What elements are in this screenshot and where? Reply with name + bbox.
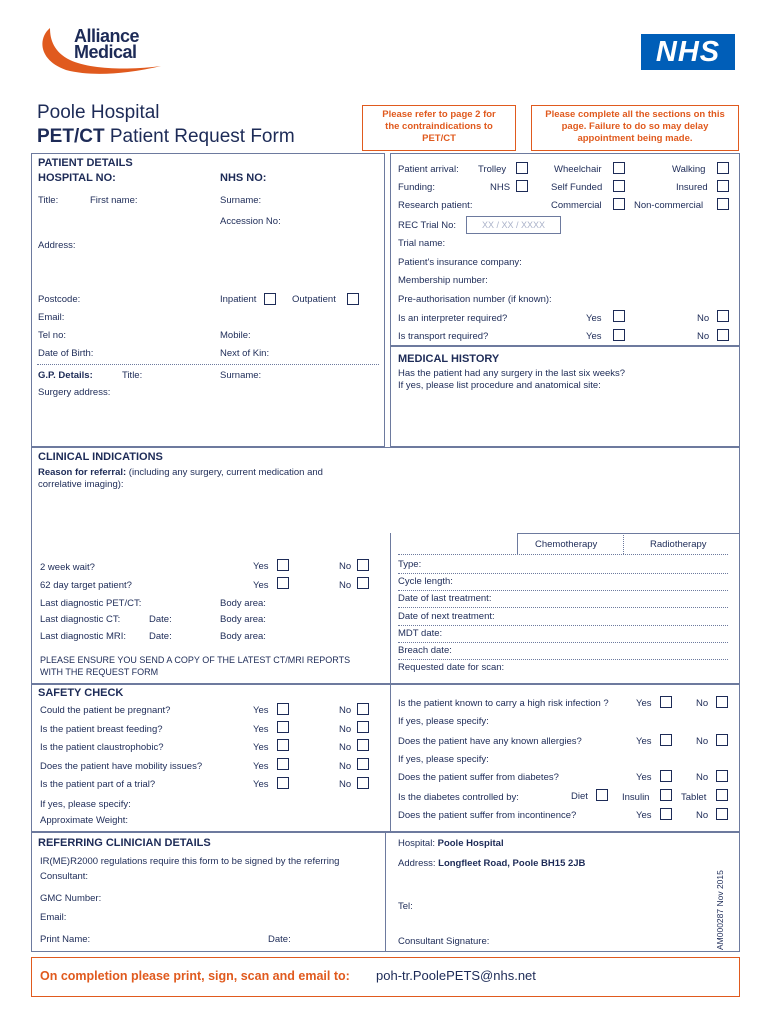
next-of-kin-label[interactable]: Next of Kin: [220, 348, 270, 359]
hospital-label-text: Hospital: [398, 838, 435, 849]
day62-label: 62 day target patient? [40, 580, 132, 591]
research-label: Research patient: [398, 200, 473, 211]
allergies-yes-label: Yes [636, 736, 652, 747]
address-label[interactable]: Address: [38, 240, 76, 251]
complete-sections-note: Please complete all the sections on this page. Failure to do so may delay appointment being made. [531, 105, 739, 151]
incontinence-yes-checkbox[interactable] [660, 808, 672, 820]
last-mri-body-label[interactable]: Body area: [220, 631, 266, 642]
trial-no-checkbox[interactable] [357, 777, 369, 789]
two-week-wait-no-label: No [339, 561, 352, 572]
therapy-line [398, 659, 728, 660]
regulations-text-line2: Consultant: [40, 871, 89, 882]
nhs-logo [641, 34, 735, 70]
reason-label[interactable] [38, 467, 323, 479]
claustrophobic-question: Is the patient claustrophobic? [40, 742, 164, 753]
gmc-number-label[interactable]: GMC Number: [40, 893, 102, 904]
infection-no-checkbox[interactable] [716, 696, 728, 708]
therapy-row-requested[interactable]: Requested date for scan: [398, 662, 505, 673]
hospital-label [398, 838, 504, 850]
therapy-row-mdt[interactable]: MDT date: [398, 628, 443, 639]
therapy-row-type[interactable]: Type: [398, 559, 422, 570]
diet-checkbox[interactable] [596, 789, 608, 801]
surname-label[interactable]: Surname: [220, 195, 262, 206]
ensure-copy-line1: PLEASE ENSURE YOU SEND A COPY OF THE LATEST CT/MRI REPORTS [40, 655, 351, 665]
hospital-title: Poole Hospital [37, 102, 160, 123]
diabetes-yes-label: Yes [636, 772, 652, 783]
referring-clinician-heading: REFERRING CLINICIAN DETAILS [38, 837, 211, 849]
trial-yes-label: Yes [253, 779, 269, 790]
allergies-no-label: No [696, 736, 709, 747]
tel-label[interactable]: Tel no: [38, 330, 66, 341]
hospital-no-label: HOSPITAL NO: [38, 172, 116, 184]
therapy-line [398, 573, 728, 574]
address-line [398, 858, 585, 870]
wheelchair-checkbox[interactable] [613, 162, 625, 174]
self-funded-label: Self Funded [551, 182, 603, 193]
wheelchair-label: Wheelchair [554, 164, 602, 175]
outpatient-label: Outpatient [292, 294, 336, 305]
therapy-line [398, 607, 728, 608]
last-pet-body-label[interactable]: Body area: [220, 598, 266, 609]
claustrophobic-yes-checkbox[interactable] [277, 739, 289, 751]
insured-checkbox[interactable] [717, 180, 729, 192]
trolley-checkbox[interactable] [516, 162, 528, 174]
diabetes-no-label: No [696, 772, 709, 783]
referrer-date-label[interactable]: Date: [268, 934, 291, 945]
surgery-question: Has the patient had any surgery in the last six weeks? [398, 368, 626, 379]
breastfeeding-no-checkbox[interactable] [357, 721, 369, 733]
radiotherapy-header: Radiotherapy [650, 539, 707, 550]
reason-label-line2: correlative imaging): [38, 479, 124, 490]
inpatient-label: Inpatient [220, 294, 257, 305]
chemotherapy-header: Chemotherapy [535, 539, 598, 550]
regulations-text-line1: IR(ME)R2000 regulations require this form to be signed by the referring [40, 856, 340, 867]
print-name-label[interactable]: Print Name: [40, 934, 91, 945]
ensure-copy-line2: WITH THE REQUEST FORM [40, 667, 159, 677]
interpreter-yes-checkbox[interactable] [613, 310, 625, 322]
interpreter-no-label: No [697, 313, 710, 324]
gp-divider [37, 364, 379, 365]
trial-yes-checkbox[interactable] [277, 777, 289, 789]
infection-no-label: No [696, 698, 709, 709]
hospital-value: Poole Hospital [437, 838, 504, 849]
diet-label: Diet [571, 791, 588, 802]
transport-no-checkbox[interactable] [717, 329, 729, 341]
rec-trial-placeholder: XX / XX / XXXX [481, 220, 546, 230]
pregnant-no-checkbox[interactable] [357, 703, 369, 715]
two-week-wait-yes-checkbox[interactable] [277, 559, 289, 571]
clinical-indications-heading: CLINICAL INDICATIONS [38, 451, 163, 463]
allergies-specify-label[interactable]: If yes, please specify: [398, 754, 489, 765]
rec-trial-input[interactable] [466, 216, 561, 234]
therapy-col-mid [623, 533, 624, 554]
two-week-wait-yes-label: Yes [253, 561, 269, 572]
mobility-yes-checkbox[interactable] [277, 758, 289, 770]
medical-history-heading: MEDICAL HISTORY [398, 353, 500, 365]
therapy-top-line [517, 533, 740, 534]
address-value: Longfleet Road, Poole BH15 2JB [438, 858, 586, 869]
patient-details-heading: PATIENT DETAILS [38, 157, 133, 169]
nhs-no-label: NHS NO: [220, 172, 267, 184]
two-week-wait-label: 2 week wait? [40, 562, 95, 573]
diabetes-question: Does the patient suffer from diabetes? [398, 772, 559, 783]
insulin-checkbox[interactable] [660, 789, 672, 801]
outpatient-checkbox[interactable] [347, 293, 359, 305]
day62-no-checkbox[interactable] [357, 577, 369, 589]
trolley-label: Trolley [478, 164, 507, 175]
trial-question: Is the patient part of a trial? [40, 779, 156, 790]
self-funded-checkbox[interactable] [613, 180, 625, 192]
pregnant-no-label: No [339, 705, 352, 716]
clinical-indications-box [31, 447, 740, 684]
therapy-line [398, 625, 728, 626]
nhs-funding-checkbox[interactable] [516, 180, 528, 192]
mobility-yes-label: Yes [253, 761, 269, 772]
dob-label[interactable]: Date of Birth: [38, 348, 94, 359]
form-title-bold: PET/CT [37, 126, 105, 147]
therapy-line [398, 642, 728, 643]
transport-yes-checkbox[interactable] [613, 329, 625, 341]
mobility-no-label: No [339, 761, 352, 772]
referrer-tel-label[interactable]: Tel: [398, 901, 413, 912]
email-label[interactable]: Email: [38, 312, 65, 323]
non-commercial-label: Non-commercial [634, 200, 704, 211]
gp-title-label[interactable]: Title: [122, 370, 143, 381]
insurance-company-label[interactable]: Patient's insurance company: [398, 257, 522, 268]
address-label-text: Address: [398, 858, 436, 869]
procedure-question[interactable]: If yes, please list procedure and anatomical site: [398, 380, 601, 391]
breastfeeding-yes-label: Yes [253, 724, 269, 735]
completion-instruction: On completion please print, sign, scan and email to: [40, 969, 350, 983]
transport-label: Is transport required? [398, 331, 489, 342]
alliance-medical-logo [36, 26, 166, 76]
day62-yes-checkbox[interactable] [277, 577, 289, 589]
walking-checkbox[interactable] [717, 162, 729, 174]
form-code: AM000287 Nov 2015 [715, 870, 725, 950]
diabetes-yes-checkbox[interactable] [660, 770, 672, 782]
interpreter-no-checkbox[interactable] [717, 310, 729, 322]
last-mri-date-label[interactable]: Date: [149, 631, 172, 642]
tablet-label: Tablet [681, 792, 707, 803]
clinical-divider [390, 533, 391, 684]
infection-yes-checkbox[interactable] [660, 696, 672, 708]
therapy-row-breach[interactable]: Breach date: [398, 645, 452, 656]
claustrophobic-no-label: No [339, 742, 352, 753]
trial-specify-label[interactable]: If yes, please specify: [40, 799, 131, 810]
insured-label: Insured [676, 182, 708, 193]
commercial-checkbox[interactable] [613, 198, 625, 210]
transport-no-label: No [697, 331, 710, 342]
title-label[interactable]: Title: [38, 195, 59, 206]
two-week-wait-no-checkbox[interactable] [357, 559, 369, 571]
arrival-label: Patient arrival: [398, 164, 459, 175]
last-ct-date-label[interactable]: Date: [149, 614, 172, 625]
diabetes-controlled-label: Is the diabetes controlled by: [398, 792, 519, 803]
incontinence-no-label: No [696, 810, 709, 821]
therapy-row-cycle[interactable]: Cycle length: [398, 576, 453, 587]
last-mri-label[interactable]: Last diagnostic MRI: [40, 631, 127, 642]
reason-label-rest: (including any surgery, current medication and [126, 467, 323, 478]
preauth-label[interactable]: Pre-authorisation number (if known): [398, 294, 552, 305]
breastfeeding-question: Is the patient breast feeding? [40, 724, 163, 735]
claustrophobic-no-checkbox[interactable] [357, 739, 369, 751]
commercial-label: Commercial [551, 200, 602, 211]
contraindications-note: Please refer to page 2 for the contraindications to PET/CT [362, 105, 516, 151]
breastfeeding-yes-checkbox[interactable] [277, 721, 289, 733]
inpatient-checkbox[interactable] [264, 293, 276, 305]
weight-label[interactable]: Approximate Weight: [40, 815, 129, 826]
safety-divider [390, 684, 391, 832]
incontinence-question: Does the patient suffer from incontinence? [398, 810, 577, 821]
breastfeeding-no-label: No [339, 724, 352, 735]
mobile-label[interactable]: Mobile: [220, 330, 251, 341]
claustrophobic-yes-label: Yes [253, 742, 269, 753]
infection-yes-label: Yes [636, 698, 652, 709]
logo-line2: Medical [74, 42, 137, 62]
therapy-row-last[interactable]: Date of last treatment: [398, 593, 492, 604]
tablet-checkbox[interactable] [716, 789, 728, 801]
therapy-header-line [398, 554, 728, 555]
insulin-label: Insulin [622, 792, 650, 803]
trial-name-label[interactable]: Trial name: [398, 238, 446, 249]
infection-specify-label[interactable]: If yes, please specify: [398, 716, 489, 727]
mobility-no-checkbox[interactable] [357, 758, 369, 770]
gp-surname-label[interactable]: Surname: [220, 370, 262, 381]
non-commercial-checkbox[interactable] [717, 198, 729, 210]
form-title-rest: Patient Request Form [104, 126, 295, 147]
allergies-question: Does the patient have any known allergies? [398, 736, 582, 747]
referrer-email-label[interactable]: Email: [40, 912, 67, 923]
last-ct-body-label[interactable]: Body area: [220, 614, 266, 625]
surgery-address-label[interactable]: Surgery address: [38, 387, 111, 398]
day62-no-label: No [339, 580, 352, 591]
infection-question: Is the patient known to carry a high risk infection ? [398, 698, 609, 709]
membership-label[interactable]: Membership number: [398, 275, 488, 286]
pregnant-yes-label: Yes [253, 705, 269, 716]
mobility-question: Does the patient have mobility issues? [40, 761, 203, 772]
safety-check-heading: SAFETY CHECK [38, 687, 124, 699]
allergies-yes-checkbox[interactable] [660, 734, 672, 746]
rec-trial-label: REC Trial No: [398, 220, 457, 231]
trial-no-label: No [339, 779, 352, 790]
incontinence-no-checkbox[interactable] [716, 808, 728, 820]
referrer-divider [385, 832, 386, 952]
reason-label-bold: Reason for referral: [38, 467, 127, 478]
pregnant-question: Could the patient be pregnant? [40, 705, 171, 716]
logo-line1: Alliance [74, 26, 140, 46]
funding-label: Funding: [398, 182, 435, 193]
therapy-line [398, 590, 728, 591]
accession-label[interactable]: Accession No: [220, 216, 281, 227]
nhs-logo-text: NHS [655, 36, 721, 68]
form-title [37, 126, 295, 148]
last-pet-label[interactable]: Last diagnostic PET/CT: [40, 598, 142, 609]
nhs-funding-label: NHS [490, 182, 511, 193]
postcode-label[interactable]: Postcode: [38, 294, 81, 305]
allergies-no-checkbox[interactable] [716, 734, 728, 746]
day62-yes-label: Yes [253, 580, 269, 591]
interpreter-label: Is an interpreter required? [398, 313, 508, 324]
submission-email-link[interactable]: poh-tr.PoolePETS@nhs.net [376, 968, 536, 983]
walking-label: Walking [672, 164, 706, 175]
pregnant-yes-checkbox[interactable] [277, 703, 289, 715]
first-name-label[interactable]: First name: [90, 195, 138, 206]
interpreter-yes-label: Yes [586, 313, 602, 324]
consultant-signature-label[interactable]: Consultant Signature: [398, 936, 490, 947]
therapy-row-next[interactable]: Date of next treatment: [398, 611, 495, 622]
gp-details-label: G.P. Details: [38, 370, 93, 381]
diabetes-no-checkbox[interactable] [716, 770, 728, 782]
incontinence-yes-label: Yes [636, 810, 652, 821]
last-ct-label[interactable]: Last diagnostic CT: [40, 614, 121, 625]
transport-yes-label: Yes [586, 331, 602, 342]
therapy-col-left [517, 533, 518, 554]
